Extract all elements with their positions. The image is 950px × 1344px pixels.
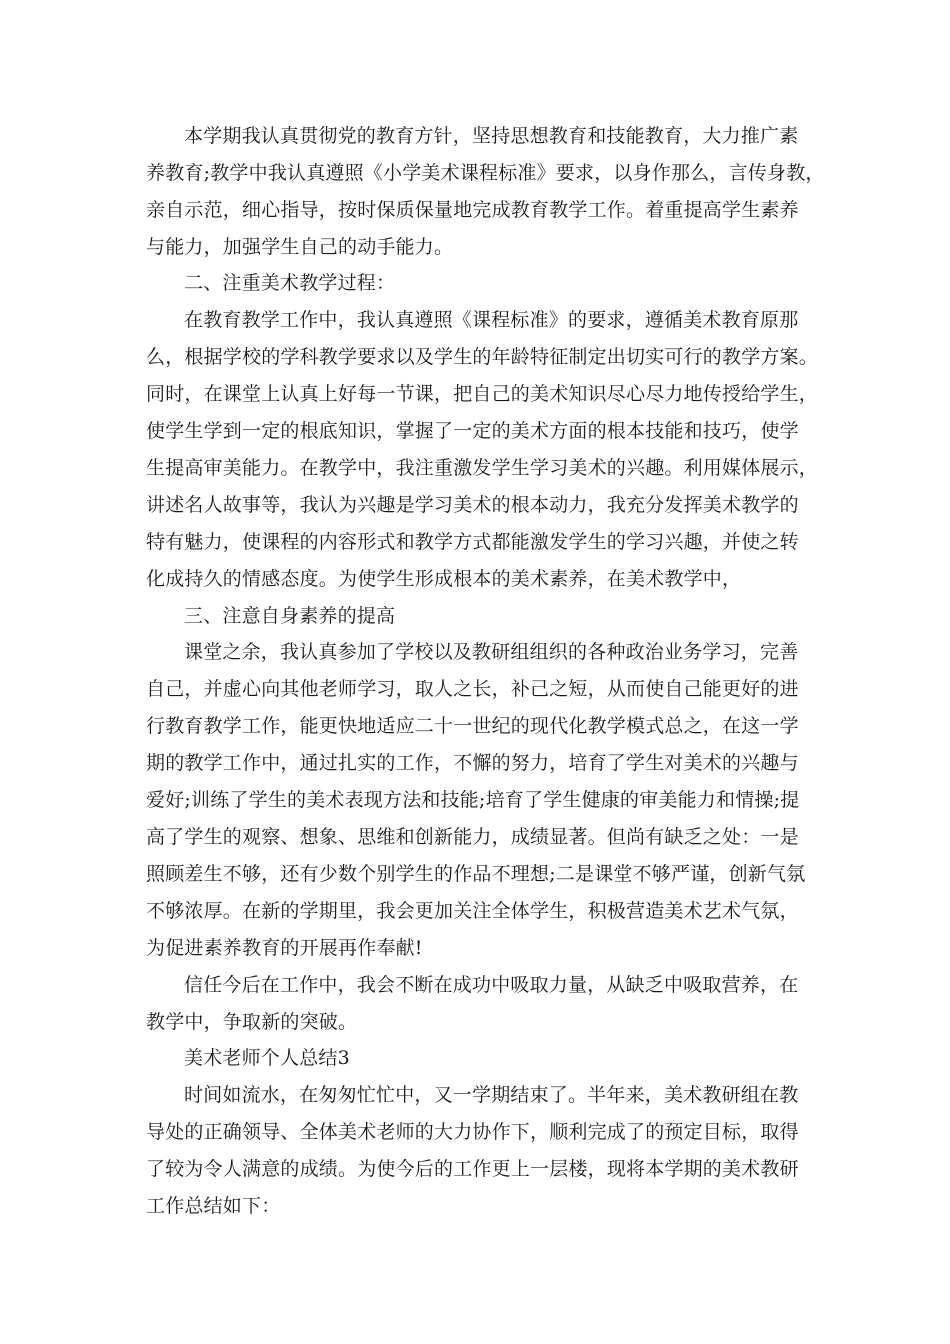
text-line: 与能力，加强学生自己的动手能力。 <box>146 236 454 258</box>
text-line: 亲自示范，细心指导，按时保质保量地完成教育教学工作。着重提高学生素养 <box>146 199 799 221</box>
text-line: 了较为令人满意的成绩。为使今后的工作更上一层楼，现将本学期的美术教研 <box>146 1158 799 1180</box>
text-line: 在教育教学工作中，我认真遵照《课程标准》的要求，遵循美术教育原那 <box>184 309 799 331</box>
text-line: 高了学生的观察、想象、思维和创新能力，成绩显著。但尚有缺乏之处：一是 <box>146 826 799 848</box>
text-line: 工作总结如下： <box>146 1195 281 1217</box>
text-line: 生提高审美能力。在教学中，我注重激发学生学习美术的兴趣。利用媒体展示， <box>146 457 819 479</box>
text-line: 时间如流水，在匆匆忙忙中，又一学期结束了。半年来，美术教研组在教 <box>184 1084 799 1106</box>
text-line: 养教育;教学中我认真遵照《小学美术课程标准》要求，以身作那么，言传身教， <box>146 162 825 184</box>
text-line: 信任今后在工作中，我会不断在成功中吸取力量，从缺乏中吸取营养，在 <box>184 974 799 996</box>
text-line: 为促进素养教育的开展再作奉献! <box>146 937 423 959</box>
text-line: 课堂之余，我认真参加了学校以及教研组组织的各种政治业务学习，完善 <box>184 641 799 663</box>
text-line: 行教育教学工作，能更快地适应二十一世纪的现代化教学模式总之，在这一学 <box>146 715 799 737</box>
text-line: 不够浓厚。在新的学期里，我会更加关注全体学生，积极营造美术艺术气氛， <box>146 900 799 922</box>
text-line: 化成持久的情感态度。为使学生形成根本的美术素养，在美术教学中， <box>146 568 742 590</box>
text-line: 使学生学到一定的根底知识，掌握了一定的美术方面的根本技能和技巧，使学 <box>146 420 799 442</box>
text-line: 么，根据学校的学科教学要求以及学生的年龄特征制定出切实可行的教学方案。 <box>146 346 819 368</box>
text-line: 期的教学工作中，通过扎实的工作，不懈的努力，培育了学生对美术的兴趣与 <box>146 752 799 774</box>
text-line: 导处的正确领导、全体美术老师的大力协作下，顺利完成了的预定目标，取得 <box>146 1121 799 1143</box>
section-heading: 三、注意自身素养的提高 <box>184 605 396 627</box>
text-line: 爱好;训练了学生的美术表现方法和技能;培育了学生健康的审美能力和情操;提 <box>146 789 800 811</box>
text-line: 教学中，争取新的突破。 <box>146 1011 358 1033</box>
text-line: 自己，并虚心向其他老师学习，取人之长，补己之短，从而使自己能更好的进 <box>146 678 799 700</box>
section-heading: 美术老师个人总结3 <box>184 1047 350 1069</box>
text-line: 讲述名人故事等，我认为兴趣是学习美术的根本动力，我充分发挥美术教学的 <box>146 494 799 516</box>
section-heading: 二、注重美术教学过程： <box>184 272 396 294</box>
text-line: 特有魅力，使课程的内容形式和教学方式都能激发学生的学习兴趣，并使之转 <box>146 531 799 553</box>
text-line: 同时，在课堂上认真上好每一节课，把自己的美术知识尽心尽力地传授给学生， <box>146 383 819 405</box>
text-line: 本学期我认真贯彻党的教育方针，坚持思想教育和技能教育，大力推广素 <box>184 125 799 147</box>
text-line: 照顾差生不够，还有少数个别学生的作品不理想;二是课堂不够严谨，创新气氛 <box>146 863 806 885</box>
